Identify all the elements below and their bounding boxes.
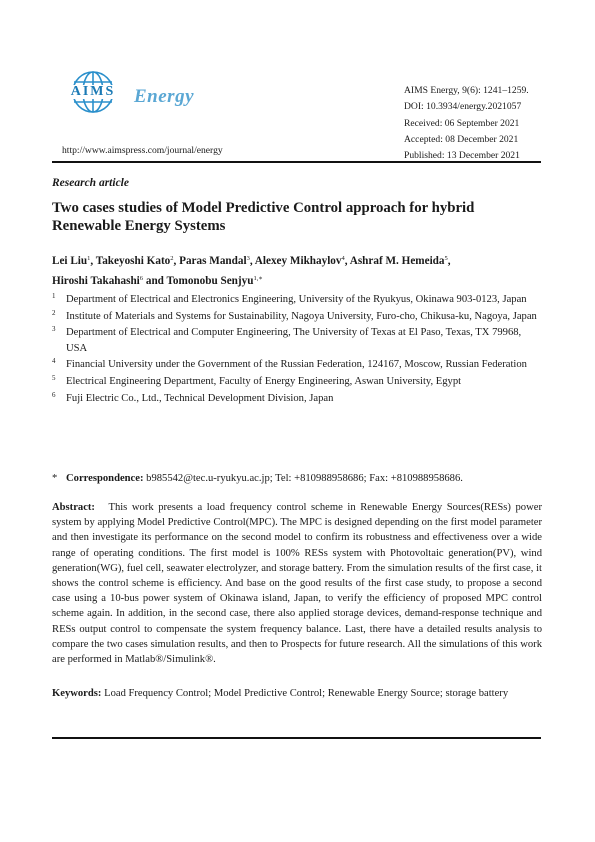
affiliation-item: [52, 325, 542, 355]
author-affil-mark: 1,∗: [253, 275, 263, 282]
citation-line: AIMS Energy, 9(6): 1241–1259.: [404, 85, 529, 96]
author-name: Paras Mandal: [179, 255, 247, 267]
journal-url-link[interactable]: http://www.aimspress.com/journal/energy: [62, 145, 223, 156]
journal-logo: [58, 70, 218, 114]
logo-wordmark: AIMS: [60, 85, 126, 99]
affiliation-list: [52, 292, 542, 407]
affiliation-number: 1: [52, 292, 56, 300]
title-line: Renewable Energy Systems: [52, 218, 226, 234]
paper-title: [52, 199, 522, 235]
author-affil-mark: 1: [87, 255, 91, 262]
author-name: Hiroshi Takahashi: [52, 275, 140, 287]
author-name: Lei Liu: [52, 255, 88, 267]
affiliation-text: Department of Electrical and Computer Engineering, The University of Texas at El Paso, Texas, TX 79968, USA: [66, 327, 522, 354]
affiliation-text: Fuji Electric Co., Ltd., Technical Development Division, Japan: [66, 392, 334, 404]
affiliation-text: Electrical Engineering Department, Faculty of Energy Engineering, Aswan University, Egypt: [66, 376, 462, 388]
affiliation-item: [52, 357, 542, 372]
author-name: Takeyoshi Kato: [95, 255, 171, 267]
received-date: Received: 06 September 2021: [404, 117, 520, 129]
author-separator: ,: [344, 255, 350, 267]
article-type: Research article: [52, 177, 129, 189]
author-separator: ,: [249, 255, 255, 267]
doi-line[interactable]: DOI: 10.3934/energy.2021057: [404, 101, 522, 113]
abstract-text: This work presents a load frequency control scheme in Renewable Energy Sources(RESs) power system by applying Model Predictive Control(MPC). The MPC is designed depending on the first model parameter and then investigate its performance on the second model to confirm its robustness and effectiveness over a wide range of operating conditions. The first model is 100% RESs system with Photovoltaic generation(PV), wind generation(WG), fuel cell, seawater electrolyzer, and storage battery. From the simulation results of the first case, it shows the control scheme is efficiency. And base on the good results of the first case study, to propose a second case using a 10-bus power system of Okinawa island, Japan, to verify the efficiency of proposed MPC control scheme again. In addition, in the second case, there also applied storage devices, demand-response technique and RESs output control to compensate the system frequency balance. Last, there have a detailed results analysis to compare the two cases simulation results, and then to Prospects for future research. All the simulations of this work are performed in Matlab®/Simulink®.: [52, 502, 542, 666]
author-separator: ,: [447, 255, 451, 267]
keywords-text: Load Frequency Control; Model Predictive Control; Renewable Energy Source; storage battery: [104, 688, 509, 699]
affiliation-number: 4: [52, 357, 56, 366]
author-affil-mark: 5: [444, 255, 448, 262]
footer-divider: [52, 737, 541, 739]
published-date: Published: 13 December 2021: [404, 150, 520, 162]
correspondence: [52, 471, 542, 486]
affiliation-number: 2: [52, 308, 56, 317]
affiliation-item: [52, 374, 542, 389]
title-line: Two cases studies of Model Predictive Control approach for hybrid: [52, 200, 475, 216]
affiliation-text: Financial University under the Government of the Russian Federation, 124167, Moscow, Russian Federation: [66, 359, 527, 371]
author-separator: ,: [90, 255, 96, 267]
affiliation-text: Institute of Materials and Systems for Sustainability, Nagoya University, Furo-cho, Chikusa-ku, Nagoya, Japan: [66, 310, 537, 322]
abstract: [52, 500, 542, 667]
accepted-date: Accepted: 08 December 2021: [404, 133, 519, 145]
abstract-label: Abstract:: [52, 502, 95, 513]
author-list: [52, 250, 532, 290]
author-name: Ashraf M. Hemeida: [349, 255, 445, 267]
header-divider: [52, 161, 541, 163]
affiliation-number: 5: [52, 374, 56, 383]
author-affil-mark: 6: [139, 275, 144, 282]
affiliation-item: [52, 292, 542, 307]
author-affil-mark: 4: [341, 255, 345, 262]
author-affil-mark: 3: [246, 255, 250, 262]
author-separator: ,: [173, 255, 180, 267]
correspondence-details[interactable]: b985542@tec.u-ryukyu.ac.jp; Tel: +810988958686; Fax: +810988958686.: [146, 473, 463, 484]
affiliation-number: 3: [52, 325, 56, 334]
correspondence-star: *: [52, 473, 58, 484]
author-name: Alexey Mikhaylov: [254, 255, 342, 267]
author-separator: and: [143, 275, 167, 287]
author-name: Tomonobu Senjyu: [166, 275, 254, 287]
affiliation-number: 6: [52, 390, 56, 399]
keywords-label: Keywords:: [52, 688, 102, 699]
publication-info: [404, 83, 529, 164]
affiliation-item: [52, 391, 542, 406]
correspondence-label: Correspondence:: [66, 473, 144, 484]
affiliation-text: Department of Electrical and Electronics Engineering, University of the Ryukyus, Okinawa 903-0123, Japan: [66, 294, 527, 305]
keywords: [52, 686, 542, 701]
author-affil-mark: 2: [170, 255, 174, 262]
affiliation-item: [52, 309, 542, 324]
journal-name: Energy: [134, 86, 194, 107]
